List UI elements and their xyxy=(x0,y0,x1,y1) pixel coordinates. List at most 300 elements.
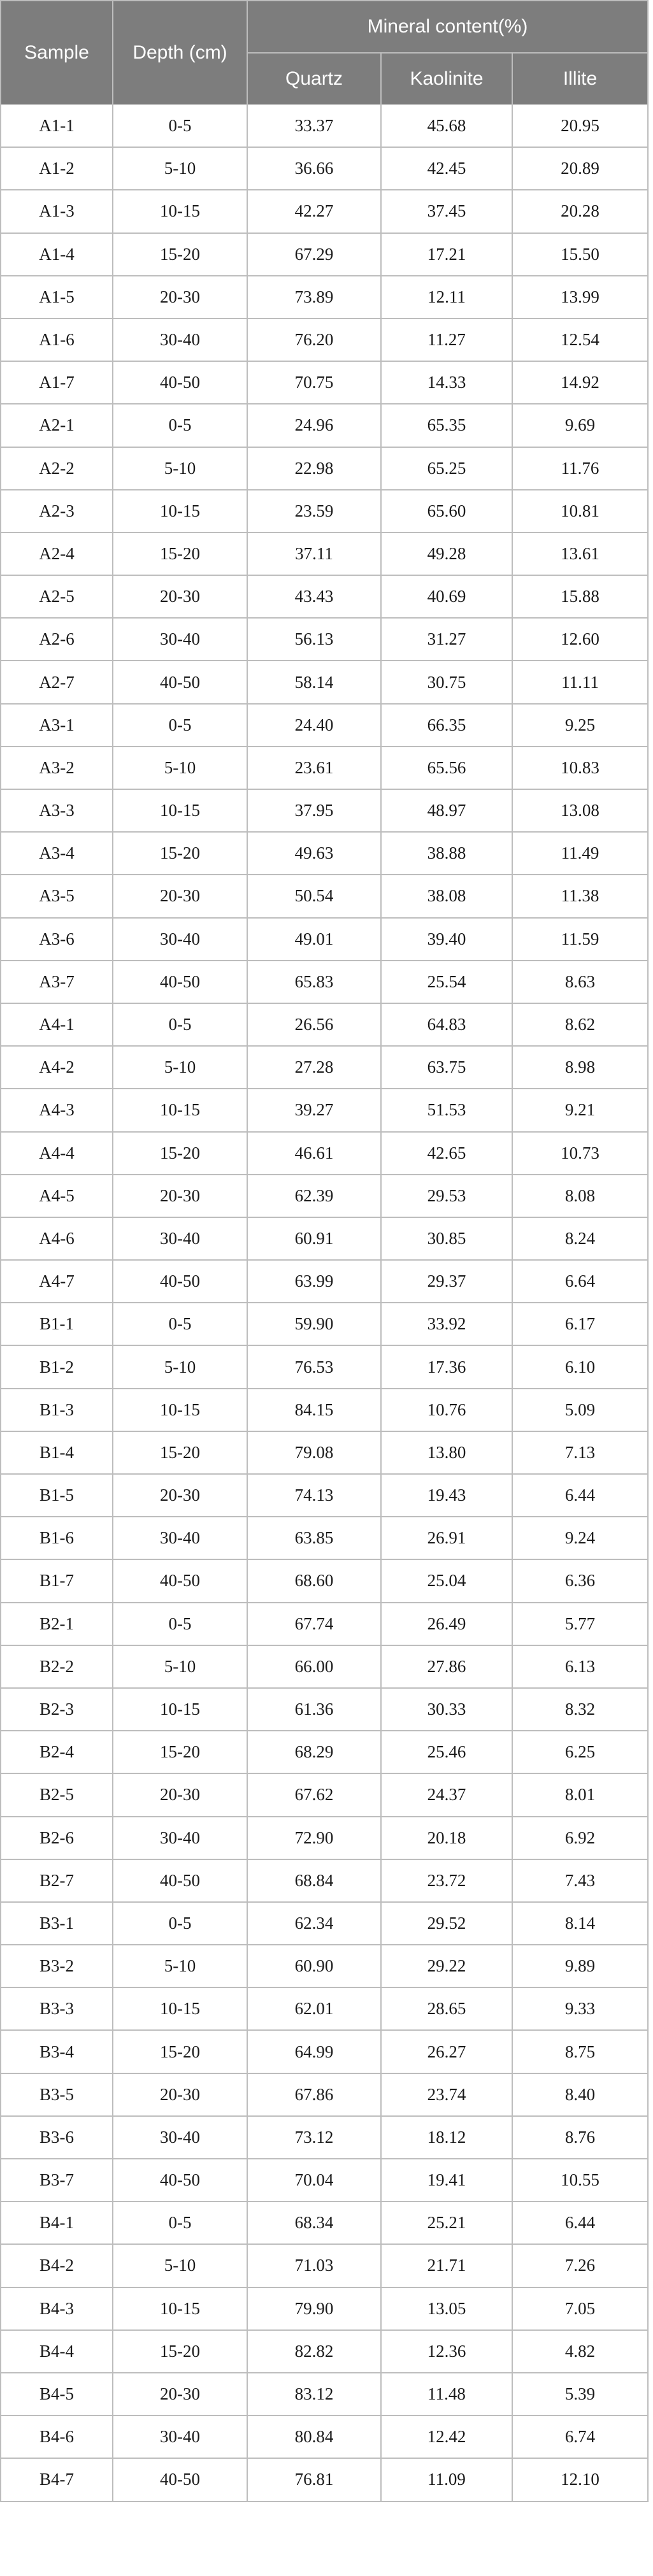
cell-sample: A3-7 xyxy=(1,961,113,1003)
cell-illite: 8.98 xyxy=(512,1046,648,1089)
cell-quartz: 67.86 xyxy=(247,2073,381,2116)
header-illite: Illite xyxy=(512,53,648,104)
cell-kaolinite: 65.60 xyxy=(381,490,512,533)
table-row xyxy=(1,704,648,747)
cell-sample: B4-4 xyxy=(1,2330,113,2373)
table-row xyxy=(1,1902,648,1945)
cell-illite: 7.13 xyxy=(512,1431,648,1474)
cell-sample: B4-1 xyxy=(1,2201,113,2244)
cell-illite: 13.61 xyxy=(512,533,648,575)
cell-sample: B2-2 xyxy=(1,1645,113,1688)
cell-kaolinite: 64.83 xyxy=(381,1003,512,1046)
cell-kaolinite: 26.91 xyxy=(381,1517,512,1559)
cell-sample: B4-3 xyxy=(1,2287,113,2330)
table-row xyxy=(1,490,648,533)
cell-depth: 20-30 xyxy=(113,1474,247,1517)
cell-illite: 6.10 xyxy=(512,1345,648,1388)
cell-illite: 6.44 xyxy=(512,2201,648,2244)
table-row xyxy=(1,747,648,789)
cell-kaolinite: 38.88 xyxy=(381,832,512,875)
cell-depth: 5-10 xyxy=(113,1945,247,1987)
table-row xyxy=(1,1645,648,1688)
table-row xyxy=(1,2373,648,2415)
table-row xyxy=(1,2244,648,2287)
cell-quartz: 72.90 xyxy=(247,1817,381,1859)
cell-illite: 15.88 xyxy=(512,575,648,618)
cell-kaolinite: 27.86 xyxy=(381,1645,512,1688)
cell-kaolinite: 25.04 xyxy=(381,1559,512,1602)
cell-sample: A2-1 xyxy=(1,404,113,447)
cell-illite: 20.28 xyxy=(512,190,648,233)
table-header xyxy=(1,1,648,104)
table-row xyxy=(1,1559,648,1602)
cell-kaolinite: 11.27 xyxy=(381,318,512,361)
cell-quartz: 68.34 xyxy=(247,2201,381,2244)
cell-illite: 8.32 xyxy=(512,1688,648,1731)
cell-quartz: 76.81 xyxy=(247,2458,381,2501)
cell-kaolinite: 11.09 xyxy=(381,2458,512,2501)
cell-depth: 10-15 xyxy=(113,1089,247,1131)
cell-depth: 15-20 xyxy=(113,1132,247,1175)
cell-quartz: 24.40 xyxy=(247,704,381,747)
cell-sample: B1-3 xyxy=(1,1389,113,1431)
table-row xyxy=(1,1046,648,1089)
cell-depth: 20-30 xyxy=(113,875,247,917)
cell-depth: 40-50 xyxy=(113,1559,247,1602)
table-row xyxy=(1,533,648,575)
cell-kaolinite: 37.45 xyxy=(381,190,512,233)
cell-illite: 8.40 xyxy=(512,2073,648,2116)
table-row xyxy=(1,1987,648,2030)
table-row xyxy=(1,190,648,233)
cell-depth: 30-40 xyxy=(113,1517,247,1559)
cell-sample: A2-6 xyxy=(1,618,113,661)
cell-quartz: 58.14 xyxy=(247,661,381,703)
cell-quartz: 60.90 xyxy=(247,1945,381,1987)
cell-illite: 10.73 xyxy=(512,1132,648,1175)
cell-illite: 10.83 xyxy=(512,747,648,789)
cell-depth: 5-10 xyxy=(113,2244,247,2287)
cell-quartz: 62.39 xyxy=(247,1175,381,1217)
cell-kaolinite: 30.75 xyxy=(381,661,512,703)
cell-depth: 5-10 xyxy=(113,1046,247,1089)
cell-sample: A2-4 xyxy=(1,533,113,575)
cell-quartz: 68.60 xyxy=(247,1559,381,1602)
cell-quartz: 43.43 xyxy=(247,575,381,618)
cell-quartz: 56.13 xyxy=(247,618,381,661)
cell-illite: 6.92 xyxy=(512,1817,648,1859)
cell-depth: 20-30 xyxy=(113,2073,247,2116)
cell-illite: 8.01 xyxy=(512,1773,648,1816)
cell-illite: 6.74 xyxy=(512,2415,648,2458)
cell-kaolinite: 65.25 xyxy=(381,447,512,490)
cell-kaolinite: 51.53 xyxy=(381,1089,512,1131)
cell-quartz: 70.75 xyxy=(247,361,381,404)
table-row xyxy=(1,1945,648,1987)
cell-kaolinite: 63.75 xyxy=(381,1046,512,1089)
cell-depth: 30-40 xyxy=(113,318,247,361)
cell-quartz: 24.96 xyxy=(247,404,381,447)
cell-depth: 15-20 xyxy=(113,233,247,276)
cell-depth: 20-30 xyxy=(113,575,247,618)
cell-illite: 5.39 xyxy=(512,2373,648,2415)
cell-quartz: 68.29 xyxy=(247,1731,381,1773)
cell-illite: 20.95 xyxy=(512,104,648,147)
cell-kaolinite: 26.49 xyxy=(381,1603,512,1645)
cell-illite: 11.11 xyxy=(512,661,648,703)
cell-kaolinite: 25.54 xyxy=(381,961,512,1003)
cell-illite: 8.08 xyxy=(512,1175,648,1217)
cell-illite: 10.55 xyxy=(512,2159,648,2201)
table-row xyxy=(1,318,648,361)
cell-quartz: 76.20 xyxy=(247,318,381,361)
cell-quartz: 76.53 xyxy=(247,1345,381,1388)
cell-kaolinite: 65.56 xyxy=(381,747,512,789)
cell-kaolinite: 42.45 xyxy=(381,147,512,190)
cell-quartz: 64.99 xyxy=(247,2030,381,2073)
cell-sample: B2-5 xyxy=(1,1773,113,1816)
cell-illite: 15.50 xyxy=(512,233,648,276)
table-row xyxy=(1,2030,648,2073)
table-row xyxy=(1,1003,648,1046)
cell-illite: 11.38 xyxy=(512,875,648,917)
cell-quartz: 46.61 xyxy=(247,1132,381,1175)
cell-sample: B1-5 xyxy=(1,1474,113,1517)
cell-quartz: 80.84 xyxy=(247,2415,381,2458)
cell-sample: A4-6 xyxy=(1,1217,113,1260)
cell-kaolinite: 19.41 xyxy=(381,2159,512,2201)
cell-sample: A4-2 xyxy=(1,1046,113,1089)
cell-sample: A1-6 xyxy=(1,318,113,361)
cell-quartz: 22.98 xyxy=(247,447,381,490)
cell-depth: 0-5 xyxy=(113,1003,247,1046)
cell-illite: 13.99 xyxy=(512,276,648,318)
cell-illite: 6.13 xyxy=(512,1645,648,1688)
cell-quartz: 33.37 xyxy=(247,104,381,147)
cell-kaolinite: 48.97 xyxy=(381,789,512,832)
table-row xyxy=(1,2116,648,2159)
cell-depth: 30-40 xyxy=(113,618,247,661)
table-row xyxy=(1,233,648,276)
cell-depth: 0-5 xyxy=(113,404,247,447)
cell-sample: B4-7 xyxy=(1,2458,113,2501)
cell-depth: 0-5 xyxy=(113,104,247,147)
cell-quartz: 26.56 xyxy=(247,1003,381,1046)
cell-illite: 9.89 xyxy=(512,1945,648,1987)
cell-quartz: 62.01 xyxy=(247,1987,381,2030)
cell-kaolinite: 30.85 xyxy=(381,1217,512,1260)
header-quartz: Quartz xyxy=(247,53,381,104)
cell-kaolinite: 40.69 xyxy=(381,575,512,618)
cell-illite: 12.54 xyxy=(512,318,648,361)
cell-kaolinite: 18.12 xyxy=(381,2116,512,2159)
cell-depth: 5-10 xyxy=(113,747,247,789)
cell-quartz: 60.91 xyxy=(247,1217,381,1260)
cell-depth: 10-15 xyxy=(113,1688,247,1731)
cell-kaolinite: 65.35 xyxy=(381,404,512,447)
table-row xyxy=(1,276,648,318)
cell-quartz: 59.90 xyxy=(247,1303,381,1345)
cell-depth: 10-15 xyxy=(113,789,247,832)
cell-depth: 5-10 xyxy=(113,447,247,490)
cell-depth: 0-5 xyxy=(113,1902,247,1945)
cell-sample: B3-2 xyxy=(1,1945,113,1987)
cell-sample: B1-2 xyxy=(1,1345,113,1388)
table-row xyxy=(1,2159,648,2201)
cell-illite: 8.24 xyxy=(512,1217,648,1260)
cell-quartz: 83.12 xyxy=(247,2373,381,2415)
cell-kaolinite: 30.33 xyxy=(381,1688,512,1731)
cell-illite: 10.81 xyxy=(512,490,648,533)
header-depth: Depth (cm) xyxy=(113,1,247,104)
cell-sample: A4-4 xyxy=(1,1132,113,1175)
cell-depth: 30-40 xyxy=(113,2116,247,2159)
cell-sample: B2-6 xyxy=(1,1817,113,1859)
cell-illite: 11.76 xyxy=(512,447,648,490)
cell-depth: 10-15 xyxy=(113,2287,247,2330)
cell-quartz: 37.11 xyxy=(247,533,381,575)
cell-illite: 8.63 xyxy=(512,961,648,1003)
cell-quartz: 23.59 xyxy=(247,490,381,533)
cell-sample: B2-7 xyxy=(1,1859,113,1902)
cell-depth: 20-30 xyxy=(113,2373,247,2415)
cell-depth: 40-50 xyxy=(113,361,247,404)
cell-sample: A4-1 xyxy=(1,1003,113,1046)
cell-kaolinite: 17.36 xyxy=(381,1345,512,1388)
cell-quartz: 63.99 xyxy=(247,1260,381,1303)
cell-quartz: 39.27 xyxy=(247,1089,381,1131)
cell-illite: 5.09 xyxy=(512,1389,648,1431)
cell-kaolinite: 45.68 xyxy=(381,104,512,147)
table-row xyxy=(1,1431,648,1474)
cell-illite: 6.25 xyxy=(512,1731,648,1773)
cell-sample: A3-5 xyxy=(1,875,113,917)
cell-quartz: 49.01 xyxy=(247,918,381,961)
cell-depth: 15-20 xyxy=(113,1731,247,1773)
cell-depth: 0-5 xyxy=(113,1603,247,1645)
cell-illite: 9.24 xyxy=(512,1517,648,1559)
cell-sample: B2-3 xyxy=(1,1688,113,1731)
cell-quartz: 70.04 xyxy=(247,2159,381,2201)
cell-depth: 15-20 xyxy=(113,2030,247,2073)
cell-illite: 9.33 xyxy=(512,1987,648,2030)
cell-illite: 6.36 xyxy=(512,1559,648,1602)
cell-kaolinite: 23.72 xyxy=(381,1859,512,1902)
cell-quartz: 67.62 xyxy=(247,1773,381,1816)
cell-quartz: 49.63 xyxy=(247,832,381,875)
table-row xyxy=(1,1474,648,1517)
cell-quartz: 63.85 xyxy=(247,1517,381,1559)
table-row xyxy=(1,1260,648,1303)
cell-illite: 7.43 xyxy=(512,1859,648,1902)
cell-sample: B1-6 xyxy=(1,1517,113,1559)
header-mineral-content: Mineral content(%) xyxy=(247,1,648,53)
cell-quartz: 50.54 xyxy=(247,875,381,917)
cell-illite: 11.59 xyxy=(512,918,648,961)
table-row xyxy=(1,1175,648,1217)
cell-sample: B4-6 xyxy=(1,2415,113,2458)
cell-depth: 40-50 xyxy=(113,1260,247,1303)
cell-depth: 5-10 xyxy=(113,147,247,190)
cell-depth: 30-40 xyxy=(113,1217,247,1260)
cell-sample: A1-4 xyxy=(1,233,113,276)
table-row xyxy=(1,1773,648,1816)
cell-sample: B3-6 xyxy=(1,2116,113,2159)
table-row xyxy=(1,147,648,190)
cell-quartz: 67.29 xyxy=(247,233,381,276)
cell-illite: 12.10 xyxy=(512,2458,648,2501)
cell-quartz: 23.61 xyxy=(247,747,381,789)
cell-kaolinite: 31.27 xyxy=(381,618,512,661)
cell-depth: 20-30 xyxy=(113,1773,247,1816)
cell-illite: 7.26 xyxy=(512,2244,648,2287)
cell-sample: A1-5 xyxy=(1,276,113,318)
cell-kaolinite: 13.80 xyxy=(381,1431,512,1474)
cell-sample: B4-5 xyxy=(1,2373,113,2415)
table-row xyxy=(1,618,648,661)
cell-sample: A4-7 xyxy=(1,1260,113,1303)
cell-kaolinite: 39.40 xyxy=(381,918,512,961)
cell-depth: 15-20 xyxy=(113,533,247,575)
cell-sample: B3-4 xyxy=(1,2030,113,2073)
table-row xyxy=(1,1603,648,1645)
cell-depth: 5-10 xyxy=(113,1345,247,1388)
table-row xyxy=(1,2458,648,2501)
cell-quartz: 27.28 xyxy=(247,1046,381,1089)
cell-illite: 9.69 xyxy=(512,404,648,447)
cell-illite: 14.92 xyxy=(512,361,648,404)
cell-depth: 15-20 xyxy=(113,832,247,875)
cell-depth: 30-40 xyxy=(113,1817,247,1859)
table-row xyxy=(1,447,648,490)
cell-sample: B3-1 xyxy=(1,1902,113,1945)
cell-sample: B3-5 xyxy=(1,2073,113,2116)
table-row xyxy=(1,1389,648,1431)
cell-illite: 9.21 xyxy=(512,1089,648,1131)
table-row xyxy=(1,832,648,875)
cell-quartz: 73.12 xyxy=(247,2116,381,2159)
cell-kaolinite: 49.28 xyxy=(381,533,512,575)
cell-illite: 6.44 xyxy=(512,1474,648,1517)
table-row xyxy=(1,789,648,832)
cell-sample: A2-3 xyxy=(1,490,113,533)
table-row xyxy=(1,875,648,917)
cell-sample: B3-3 xyxy=(1,1987,113,2030)
cell-sample: A2-7 xyxy=(1,661,113,703)
table-row xyxy=(1,1303,648,1345)
cell-sample: A1-1 xyxy=(1,104,113,147)
table-row xyxy=(1,2415,648,2458)
cell-depth: 0-5 xyxy=(113,704,247,747)
table-row xyxy=(1,404,648,447)
cell-kaolinite: 14.33 xyxy=(381,361,512,404)
cell-quartz: 79.90 xyxy=(247,2287,381,2330)
cell-kaolinite: 29.53 xyxy=(381,1175,512,1217)
cell-depth: 10-15 xyxy=(113,490,247,533)
cell-kaolinite: 29.37 xyxy=(381,1260,512,1303)
cell-kaolinite: 24.37 xyxy=(381,1773,512,1816)
cell-quartz: 74.13 xyxy=(247,1474,381,1517)
table-row xyxy=(1,918,648,961)
cell-depth: 15-20 xyxy=(113,1431,247,1474)
header-kaolinite: Kaolinite xyxy=(381,53,512,104)
cell-illite: 6.17 xyxy=(512,1303,648,1345)
cell-illite: 20.89 xyxy=(512,147,648,190)
cell-depth: 10-15 xyxy=(113,1389,247,1431)
cell-kaolinite: 21.71 xyxy=(381,2244,512,2287)
cell-depth: 30-40 xyxy=(113,2415,247,2458)
cell-sample: A1-2 xyxy=(1,147,113,190)
cell-sample: A2-5 xyxy=(1,575,113,618)
cell-depth: 40-50 xyxy=(113,2458,247,2501)
cell-sample: A1-7 xyxy=(1,361,113,404)
cell-sample: A1-3 xyxy=(1,190,113,233)
cell-kaolinite: 26.27 xyxy=(381,2030,512,2073)
table-row xyxy=(1,1859,648,1902)
cell-quartz: 66.00 xyxy=(247,1645,381,1688)
cell-depth: 15-20 xyxy=(113,2330,247,2373)
cell-quartz: 62.34 xyxy=(247,1902,381,1945)
cell-kaolinite: 19.43 xyxy=(381,1474,512,1517)
cell-illite: 9.25 xyxy=(512,704,648,747)
cell-quartz: 61.36 xyxy=(247,1688,381,1731)
header-row-top xyxy=(1,1,648,53)
table-body xyxy=(1,104,648,2501)
cell-illite: 8.75 xyxy=(512,2030,648,2073)
table-row xyxy=(1,575,648,618)
cell-sample: A3-1 xyxy=(1,704,113,747)
cell-illite: 11.49 xyxy=(512,832,648,875)
cell-quartz: 65.83 xyxy=(247,961,381,1003)
cell-quartz: 73.89 xyxy=(247,276,381,318)
cell-illite: 8.14 xyxy=(512,1902,648,1945)
cell-kaolinite: 38.08 xyxy=(381,875,512,917)
cell-illite: 5.77 xyxy=(512,1603,648,1645)
cell-sample: B4-2 xyxy=(1,2244,113,2287)
cell-sample: A4-5 xyxy=(1,1175,113,1217)
table-row xyxy=(1,1089,648,1131)
cell-kaolinite: 23.74 xyxy=(381,2073,512,2116)
cell-kaolinite: 12.42 xyxy=(381,2415,512,2458)
cell-quartz: 67.74 xyxy=(247,1603,381,1645)
cell-sample: A3-4 xyxy=(1,832,113,875)
cell-depth: 40-50 xyxy=(113,661,247,703)
table-row xyxy=(1,661,648,703)
cell-kaolinite: 10.76 xyxy=(381,1389,512,1431)
cell-kaolinite: 25.21 xyxy=(381,2201,512,2244)
cell-sample: B3-7 xyxy=(1,2159,113,2201)
table-row xyxy=(1,361,648,404)
cell-kaolinite: 13.05 xyxy=(381,2287,512,2330)
cell-kaolinite: 66.35 xyxy=(381,704,512,747)
cell-illite: 4.82 xyxy=(512,2330,648,2373)
cell-depth: 20-30 xyxy=(113,276,247,318)
cell-quartz: 68.84 xyxy=(247,1859,381,1902)
cell-depth: 40-50 xyxy=(113,961,247,1003)
cell-kaolinite: 12.11 xyxy=(381,276,512,318)
cell-quartz: 42.27 xyxy=(247,190,381,233)
table-row xyxy=(1,2073,648,2116)
cell-depth: 20-30 xyxy=(113,1175,247,1217)
cell-depth: 0-5 xyxy=(113,2201,247,2244)
cell-quartz: 36.66 xyxy=(247,147,381,190)
table-row xyxy=(1,1132,648,1175)
cell-depth: 40-50 xyxy=(113,1859,247,1902)
table-row xyxy=(1,1731,648,1773)
table-row xyxy=(1,1345,648,1388)
cell-depth: 5-10 xyxy=(113,1645,247,1688)
cell-kaolinite: 12.36 xyxy=(381,2330,512,2373)
